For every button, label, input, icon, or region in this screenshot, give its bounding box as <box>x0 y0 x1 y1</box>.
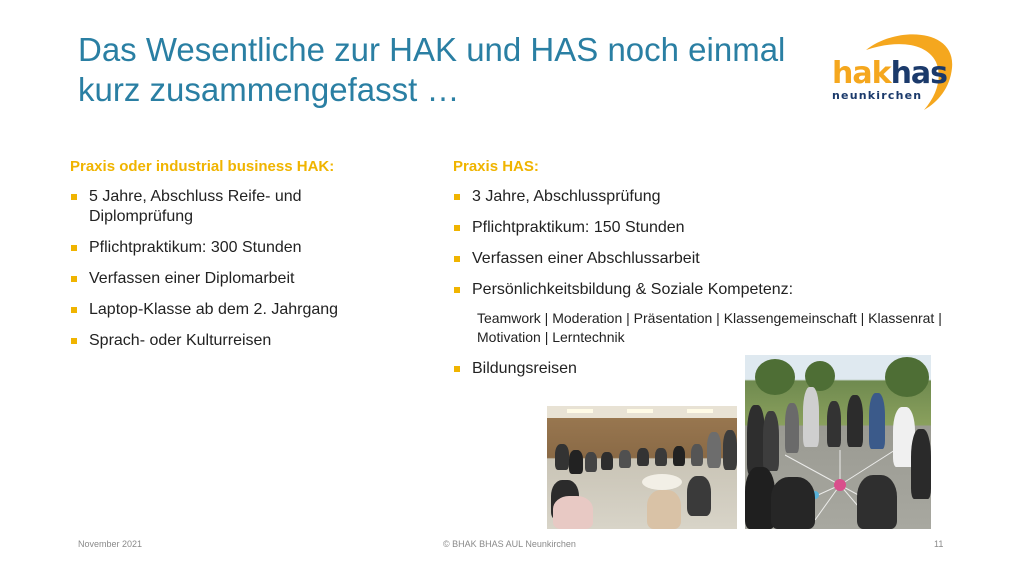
list-item: Persönlichkeitsbildung & Soziale Kompetenz: <box>453 280 953 300</box>
photo-indoor-circle <box>547 406 737 529</box>
logo-subtitle: neunkirchen <box>832 89 923 102</box>
list-item: Bildungsreisen <box>453 359 953 379</box>
list-item: Pflichtpraktikum: 300 Stunden <box>70 238 400 258</box>
hak-list <box>70 187 400 351</box>
list-item: 5 Jahre, Abschluss Reife- und Diplomprüfung <box>70 187 359 227</box>
school-logo <box>826 28 958 114</box>
has-list <box>453 187 953 300</box>
slide-title-line-2: kurz zusammengefasst … <box>78 71 460 108</box>
hak-heading: Praxis oder industrial business HAK: <box>70 158 335 175</box>
footer-page-number: 11 <box>934 539 944 549</box>
list-item: Verfassen einer Diplomarbeit <box>70 269 400 289</box>
list-item: Pflichtpraktikum: 150 Stunden <box>453 218 953 238</box>
logo-word-has: has <box>890 56 948 91</box>
list-item: 3 Jahre, Abschlussprüfung <box>453 187 953 207</box>
photo-outdoor-teamwork <box>745 355 931 529</box>
logo-word-hak: hak <box>832 56 891 91</box>
has-heading: Praxis HAS: <box>453 158 539 175</box>
slide-title-line-1: Das Wesentliche zur HAK und HAS noch einmal <box>78 31 786 68</box>
competence-list: Teamwork | Moderation | Präsentation | Klassengemeinschaft | Klassenrat | Motivation | Lerntechnik <box>477 310 942 345</box>
slide-title <box>78 30 838 110</box>
footer-copyright: © BHAK BHAS AUL Neunkirchen <box>443 539 576 549</box>
logo-wordmark <box>832 56 947 91</box>
list-item: Laptop-Klasse ab dem 2. Jahrgang <box>70 300 400 320</box>
hak-column <box>70 158 400 362</box>
list-item: Verfassen einer Abschlussarbeit <box>453 249 953 269</box>
list-item: Sprach- oder Kulturreisen <box>70 331 400 351</box>
footer-date: November 2021 <box>78 539 143 549</box>
